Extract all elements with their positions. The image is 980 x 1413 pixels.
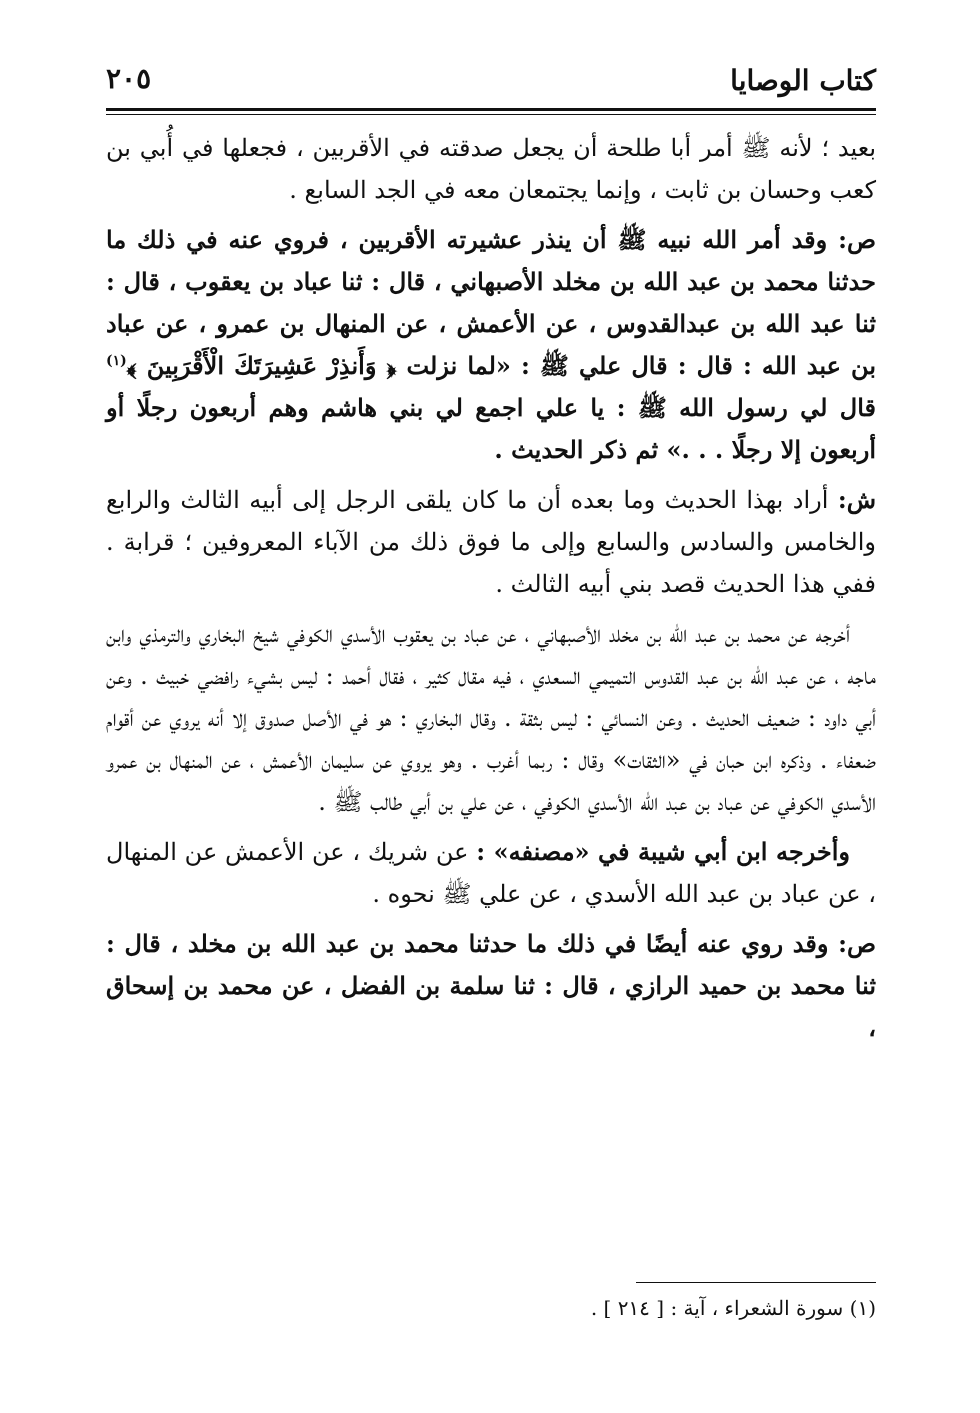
- paragraph-6-hadith: [106, 923, 876, 1049]
- footnote-separator: [636, 1282, 876, 1283]
- paragraph-text-tail: قال لي رسول الله ﷺ : يا علي اجمع لي بني هاشم وهم أربعون رجلًا أو أربعون إلا رجلًا . . .» ثم ذكر الحديث .: [106, 393, 876, 464]
- page: [106, 62, 876, 1057]
- paragraph-2-hadith: [106, 219, 876, 471]
- header-rule-thick: [106, 108, 876, 111]
- footnote-reference[interactable]: (١): [106, 353, 127, 369]
- paragraph-4: [106, 613, 876, 823]
- page-body: [106, 127, 876, 1049]
- paragraph-text: أخرجه عن محمد بن عبد الله بن مخلد الأصبهاني ، عن عباد بن يعقوب الأسدي الكوفي شيخ البخاري والترمذي وابن ماجه ، عن عبد الله بن عبد القدوس التميمي السعدي ، فيه مقال كثير ، فقال أحمد : ليس بشيء رافضي خبيث . وعن أبي داود : ضعيف الحديث . وعن النسائي : ليس بثقة . وقال البخاري : هو في الأصل صدوق إلا أنه يروي عن أقوام ضعفاء . وذكره ابن حبان في «الثقات» وقال : ربما أغرب . وهو يروي عن سليمان الأعمش ، عن المنهال بن عمرو الأسدي الكوفي عن عباد بن عبد الله الأسدي الكوفي ، عن علي بن أبي طالب ﷺ .: [106, 620, 876, 816]
- page-header: [106, 62, 876, 108]
- paragraph-5: [106, 831, 876, 915]
- paragraph-text: وقد أمر الله نبيه ﷺ أن ينذر عشيرته الأقربين ، فروي عنه في ذلك ما حدثنا محمد بن عبد الله بن مخلد الأصبهاني ، قال : ثنا عباد بن يعقوب ، قال : ثنا عبد الله بن عبدالقدوس ، عن الأعمش ، عن المنهال بن عمرو ، عن عباد بن عبد الله : قال : قال علي ﷺ : «لما نزلت ﴿ وَأَنذِرْ عَشِيرَتَكَ الْأَقْرَبِينَ ﴾: [106, 225, 876, 380]
- page-number: ٢٠٥: [106, 62, 152, 95]
- paragraph-text: وقد روي عنه أيضًا في ذلك ما حدثنا محمد بن عبد الله بن مخلد ، قال : ثنا محمد بن حميد الرازي ، قال : ثنا سلمة بن الفضل ، عن محمد بن إسحاق ،: [106, 929, 876, 1042]
- paragraph-1: [106, 127, 876, 211]
- paragraph-lead: وأخرجه ابن أبي شيبة في «مصنفه» :: [476, 837, 851, 866]
- paragraph-text: أراد بهذا الحديث وما بعده أن ما كان يلقى الرجل إلى أبيه الثالث والرابع والخامس والسادس والسابع وإلى ما فوق ذلك من الآباء المعروفين ؛ قرابة . ففي هذا الحديث قصد بني أبيه الثالث .: [106, 486, 876, 598]
- paragraph-text: عن شريك ، عن الأعمش عن المنهال ، عن عباد بن عبد الله الأسدي ، عن علي ﷺ نحوه .: [106, 838, 876, 908]
- section-marker: ش:: [837, 485, 876, 514]
- footnote-1: (١) سورة الشعراء ، آية : [ ٢١٤ ] .: [590, 1296, 876, 1320]
- section-marker: ص:: [838, 225, 876, 254]
- footnotes: [106, 1294, 876, 1322]
- header-rule-thin: [106, 114, 876, 115]
- paragraph-text: بعيد ؛ لأنه ﷺ أمر أبا طلحة أن يجعل صدقته في الأقربين ، فجعلها في أُبي بن كعب وحسان بن ثابت ، وإنما يجتمعان معه في الجد السابع .: [106, 134, 876, 204]
- book-title: كتاب الوصايا: [730, 64, 876, 97]
- paragraph-3-commentary: [106, 479, 876, 605]
- section-marker: ص:: [838, 929, 876, 958]
